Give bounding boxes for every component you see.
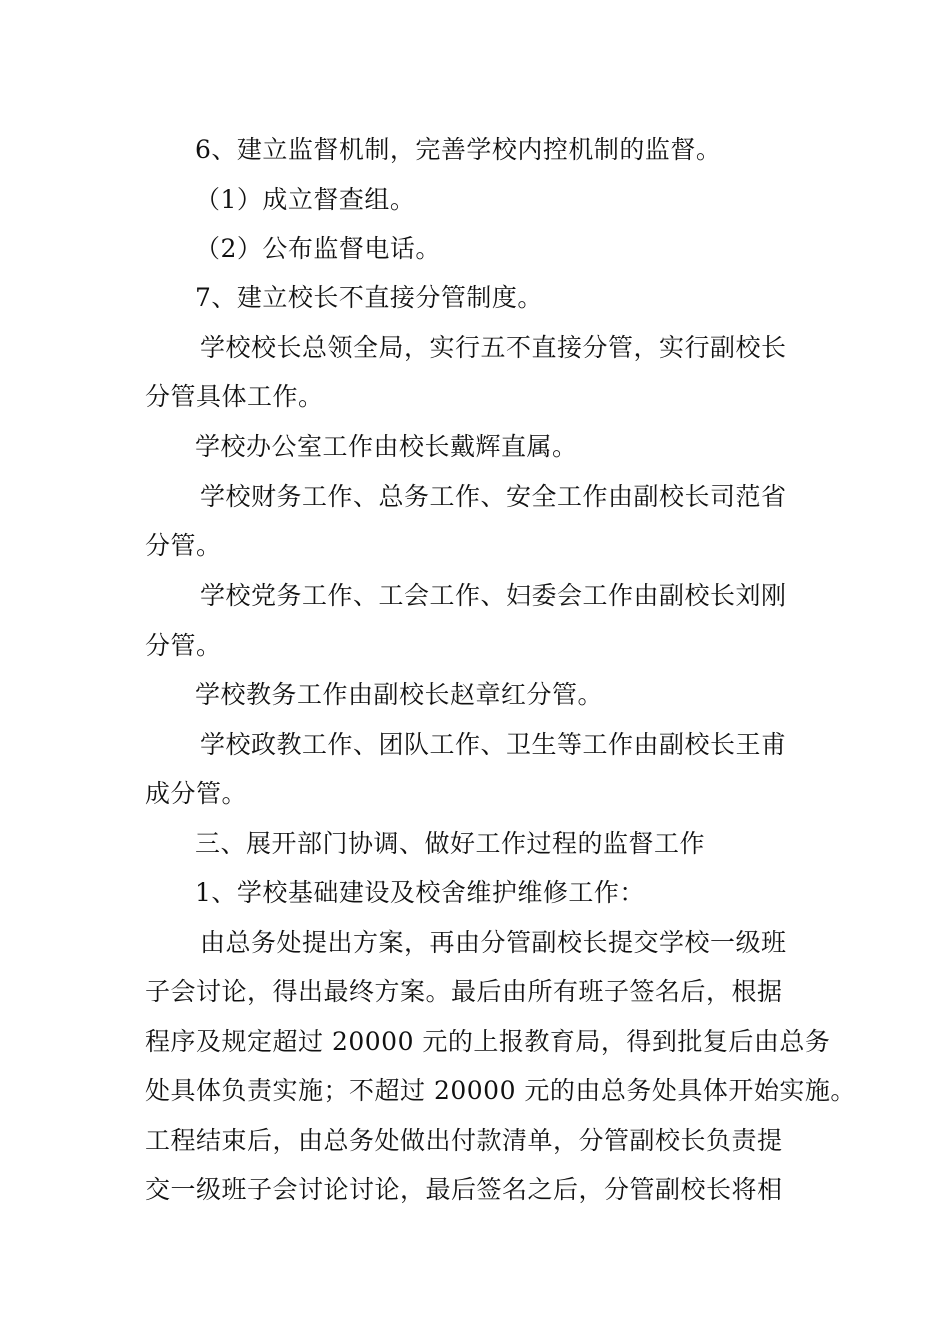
text-line: 成分管。 <box>145 779 248 808</box>
text-line: 学校校长总领全局，实行五不直接分管，实行副校长 <box>200 333 787 362</box>
text-line: 由总务处提出方案，再由分管副校长提交学校一级班 <box>200 928 787 957</box>
text-line: 分管。 <box>145 531 222 560</box>
text-line: 学校办公室工作由校长戴辉直属。 <box>195 432 578 461</box>
text-line: 学校党务工作、工会工作、妇委会工作由副校长刘刚 <box>200 581 787 610</box>
text-line: 学校财务工作、总务工作、安全工作由副校长司范省 <box>200 482 787 511</box>
text-line: 学校教务工作由副校长赵章红分管。 <box>195 680 604 709</box>
text-line: 6、建立监督机制，完善学校内控机制的监督。 <box>195 135 722 164</box>
text-line: 分管具体工作。 <box>145 382 324 411</box>
text-line: 子会讨论，得出最终方案。最后由所有班子签名后，根据 <box>145 977 783 1006</box>
section-heading: 三、展开部门协调、做好工作过程的监督工作 <box>195 829 706 858</box>
text-line: 工程结束后，由总务处做出付款清单，分管副校长负责提 <box>145 1126 783 1155</box>
text-line: 分管。 <box>145 631 222 660</box>
text-line: 程序及规定超过 20000 元的上报教育局，得到批复后由总务 <box>145 1027 831 1056</box>
text-line: （2）公布监督电话。 <box>195 234 441 263</box>
text-line: 处具体负责实施；不超过 20000 元的由总务处具体开始实施。 <box>145 1076 856 1105</box>
text-line: 7、建立校长不直接分管制度。 <box>195 283 543 312</box>
text-line: 交一级班子会讨论讨论，最后签名之后，分管副校长将相 <box>145 1175 783 1204</box>
text-line: 学校政教工作、团队工作、卫生等工作由副校长王甫 <box>200 730 787 759</box>
text-line: 1、学校基础建设及校舍维护维修工作： <box>195 878 645 907</box>
text-line: （1）成立督查组。 <box>195 185 416 214</box>
